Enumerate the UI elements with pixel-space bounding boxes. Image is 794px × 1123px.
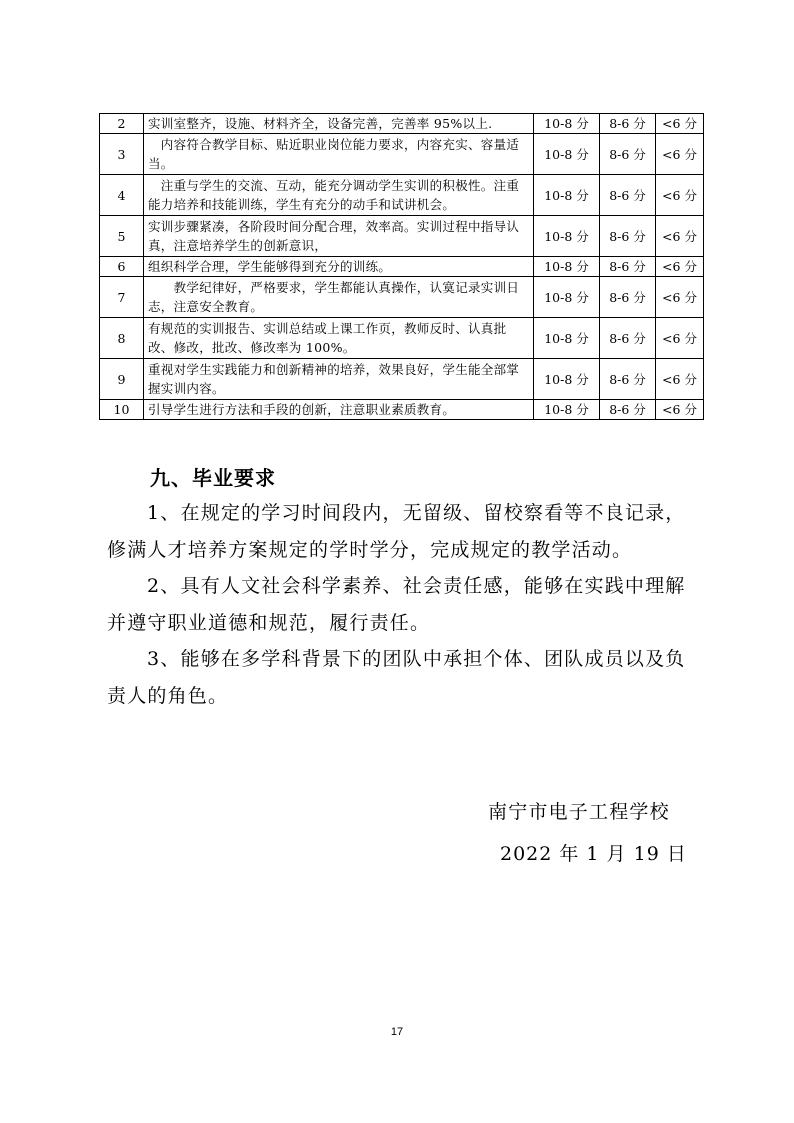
- row-number: 5: [100, 216, 144, 257]
- criterion-text: 组织科学合理，学生能够得到充分的训练。: [144, 257, 534, 277]
- criterion-text: 实训室整齐，设施、材料齐全，设备完善，完善率 95%以上.: [144, 114, 534, 134]
- criterion-text: 引导学生进行方法和手段的创新，注意职业素质教育。: [144, 400, 534, 420]
- score-poor: <6 分: [656, 318, 704, 359]
- criterion-text: 实训步骤紧凑，各阶段时间分配合理，效率高。实训过程中指导认真，注意培养学生的创新意识，: [144, 216, 534, 257]
- row-number: 2: [100, 114, 144, 134]
- criterion-text: 教学纪律好，严格要求，学生都能认真操作，认寞记录实训日志，注意安全教育。: [144, 277, 534, 318]
- score-poor: <6 分: [656, 277, 704, 318]
- table-row: [100, 216, 704, 257]
- score-poor: <6 分: [656, 257, 704, 277]
- row-number: 8: [100, 318, 144, 359]
- score-poor: <6 分: [656, 359, 704, 400]
- score-poor: <6 分: [656, 175, 704, 216]
- criterion-text: 内容符合教学目标、贴近职业岗位能力要求，内容充实、容量适当。: [144, 134, 534, 175]
- score-good: 8-6 分: [600, 216, 656, 257]
- score-excellent: 10-8 分: [534, 400, 600, 420]
- row-number: 3: [100, 134, 144, 175]
- table-row: [100, 400, 704, 420]
- score-excellent: 10-8 分: [534, 114, 600, 134]
- score-good: 8-6 分: [600, 175, 656, 216]
- score-good: 8-6 分: [600, 134, 656, 175]
- score-good: 8-6 分: [600, 318, 656, 359]
- evaluation-table: [99, 113, 704, 420]
- row-number: 4: [100, 175, 144, 216]
- school-signature: 南宁市电子工程学校: [488, 801, 670, 823]
- row-number: 10: [100, 400, 144, 420]
- table-row: [100, 175, 704, 216]
- score-poor: <6 分: [656, 134, 704, 175]
- signature-date: 2022 年 1 月 19 日: [500, 843, 687, 865]
- score-excellent: 10-8 分: [534, 175, 600, 216]
- criterion-text: 注重与学生的交流、互动，能充分调动学生实训的积极性。注重能力培养和技能训练，学生有充分的动手和试讲机会。: [144, 175, 534, 216]
- row-number: 9: [100, 359, 144, 400]
- row-number: 6: [100, 257, 144, 277]
- table-row: [100, 134, 704, 175]
- table-row: [100, 257, 704, 277]
- score-excellent: 10-8 分: [534, 134, 600, 175]
- score-excellent: 10-8 分: [534, 318, 600, 359]
- table-row: [100, 318, 704, 359]
- requirement-paragraph-1: 1、在规定的学习时间段内，无留级、留校察看等不良记录，修满人才培养方案规定的学时学分，完成规定的教学活动。: [107, 502, 686, 561]
- table-row: [100, 359, 704, 400]
- criterion-text: 有规范的实训报告、实训总结或上课工作页，教师反时、认真批改、修改，批改、修改率为 100%。: [144, 318, 534, 359]
- page-number: 17: [390, 1026, 404, 1038]
- requirement-paragraph-2: 2、具有人文社会科学素养、社会责任感，能够在实践中理解并遵守职业道德和规范，履行责任。: [107, 575, 686, 634]
- section-heading: 九、毕业要求: [150, 466, 276, 490]
- row-number: 7: [100, 277, 144, 318]
- score-poor: <6 分: [656, 216, 704, 257]
- score-good: 8-6 分: [600, 359, 656, 400]
- score-good: 8-6 分: [600, 114, 656, 134]
- table-row: [100, 114, 704, 134]
- score-good: 8-6 分: [600, 257, 656, 277]
- score-good: 8-6 分: [600, 400, 656, 420]
- score-poor: <6 分: [656, 400, 704, 420]
- table-row: [100, 277, 704, 318]
- requirement-paragraph-3: 3、能够在多学科背景下的团队中承担个体、团队成员以及负责人的角色。: [107, 648, 686, 707]
- criterion-text: 重视对学生实践能力和创新精神的培养，效果良好，学生能全部掌握实训内容。: [144, 359, 534, 400]
- score-poor: <6 分: [656, 114, 704, 134]
- score-excellent: 10-8 分: [534, 257, 600, 277]
- score-good: 8-6 分: [600, 277, 656, 318]
- score-excellent: 10-8 分: [534, 359, 600, 400]
- score-excellent: 10-8 分: [534, 216, 600, 257]
- score-excellent: 10-8 分: [534, 277, 600, 318]
